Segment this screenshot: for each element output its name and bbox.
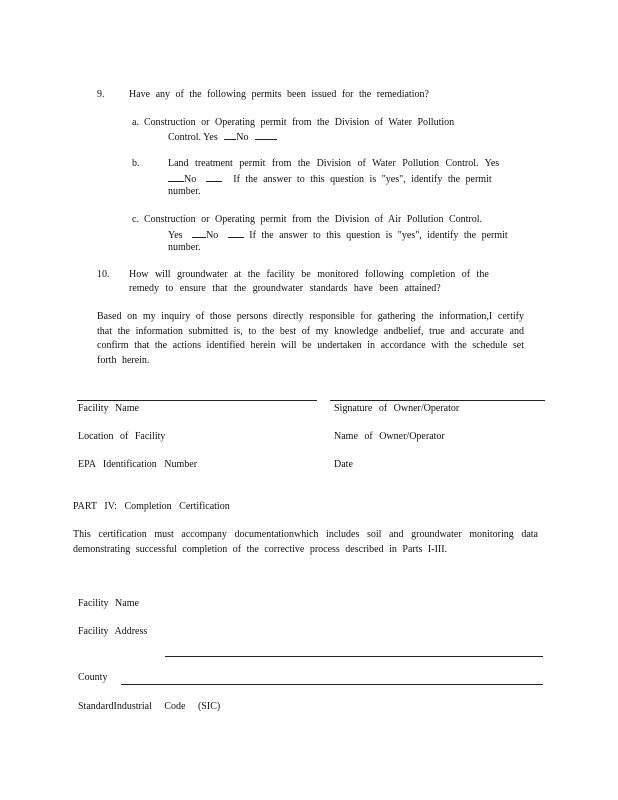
q9c-label: c. — [132, 214, 139, 225]
q9b-label: b. — [132, 158, 140, 169]
county-line[interactable] — [121, 684, 543, 685]
q10-line1: How will groundwater at the facility be monitored following completion of the — [129, 269, 489, 280]
q9a-control-yes: Control. Yes — [168, 132, 218, 143]
q9-question: Have any of the following permits been issued for the remediation? — [129, 89, 429, 100]
q9b-line1: Land treatment permit from the Division of Water Pollution Control. Yes — [168, 158, 500, 169]
label-owner-name: Name of Owner/Operator — [334, 431, 445, 442]
label-facility-name: Facility Name — [78, 403, 139, 414]
q9a-yes-blank[interactable] — [224, 129, 236, 140]
label-signature: Signature of Owner/Operator — [334, 403, 460, 414]
q9b-line3: number. — [168, 186, 201, 197]
q9c-yes-blank[interactable] — [192, 227, 206, 238]
label-date: Date — [334, 459, 353, 470]
q9c-line2-rest: If the answer to this question is "yes", identify the permit — [249, 230, 508, 241]
part4-heading: PART IV: Completion Certification — [73, 501, 230, 512]
q9c-line3: number. — [168, 242, 201, 253]
q10-number: 10. — [97, 269, 110, 280]
label-location: Location of Facility — [78, 431, 166, 442]
q9a-label: a. — [132, 117, 139, 128]
signature-line[interactable] — [330, 400, 545, 401]
q9c-no-blank[interactable] — [228, 227, 244, 238]
q9c-text: Construction or Operating permit from the Division of Air Pollution Control. — [144, 214, 483, 225]
q9a-no: No — [236, 132, 249, 143]
q9b-line2 — [168, 171, 492, 187]
q9c-line2 — [168, 227, 508, 243]
q10-line2: remedy to ensure that the groundwater standards have been attained? — [129, 283, 441, 294]
facility-name-line[interactable] — [77, 400, 317, 401]
q9b-no-blank[interactable] — [206, 171, 222, 182]
label-epa-id: EPA Identification Number — [78, 459, 198, 470]
q9a-text: Construction or Operating permit from the Division of Water Pollution — [144, 117, 455, 128]
label-part4-facility-name: Facility Name — [78, 598, 139, 609]
certification-paragraph: Based on my inquiry of those persons directly responsible for gathering the information,I certify that the information submitted is, to the best of my knowledge andbelief, true and accurate and confirm that the actions identified herein will be undertaken in accordance with the schedule set forth herein. — [97, 311, 524, 366]
q9a-line2 — [168, 129, 277, 145]
q9b-yes-blank[interactable] — [168, 171, 184, 182]
q9a-no-blank[interactable] — [255, 129, 277, 140]
facility-address-line[interactable] — [165, 656, 543, 657]
label-part4-facility-address: Facility Address — [78, 626, 148, 637]
q9c-no: No — [206, 230, 219, 241]
label-sic: StandardIndustrial Code (SIC) — [78, 701, 221, 712]
part4-paragraph: This certification must accompany documentationwhich includes soil and groundwater monitoring data demonstrating successful completion of the corrective process described in Parts I-III. — [73, 529, 538, 555]
q9b-no: No — [184, 174, 197, 185]
q9c-yes: Yes — [168, 230, 183, 241]
label-county: County — [78, 672, 108, 683]
q9b-line2-rest: If the answer to this question is "yes", identify the permit — [233, 174, 492, 185]
q9-number: 9. — [97, 89, 105, 100]
